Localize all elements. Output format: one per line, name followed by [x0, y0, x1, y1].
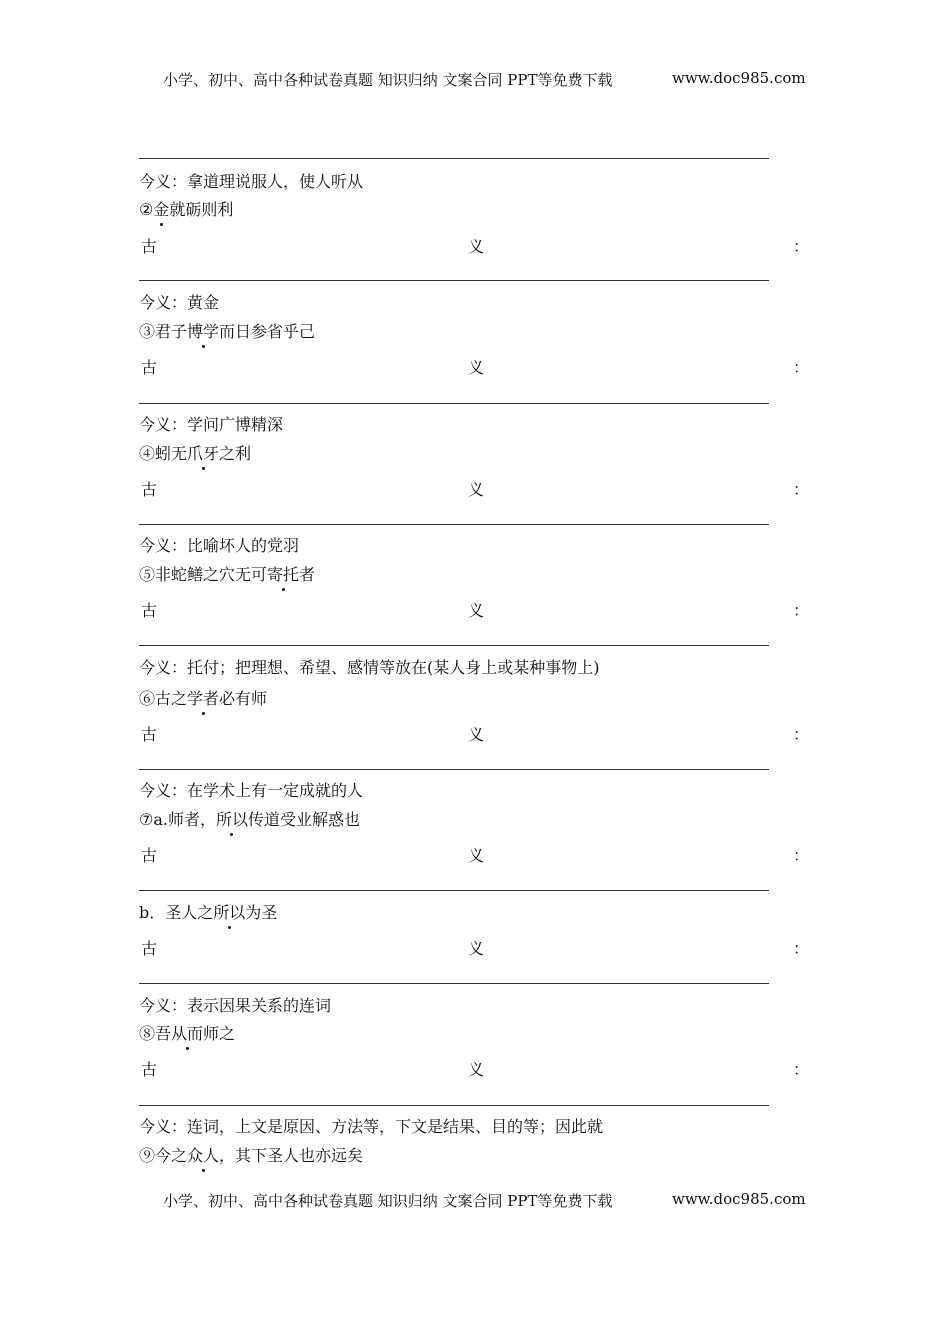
gu-yi-row[interactable]: 古 义 ： — [141, 939, 810, 958]
answer-line — [139, 1105, 769, 1106]
header-text: 小学、初中、高中各种试卷真题 知识归纳 文案合同 PPT等免费下载 — [163, 71, 613, 89]
jinyi-text: 今义：学问广博精深 — [139, 415, 284, 434]
footer-text: 小学、初中、高中各种试卷真题 知识归纳 文案合同 PPT等免费下载 — [163, 1192, 613, 1210]
question-item: ②金就砺则利 — [139, 200, 234, 219]
jinyi-text: 今义：在学术上有一定成就的人 — [139, 781, 364, 800]
answer-line — [139, 890, 769, 891]
page-footer — [163, 1190, 806, 1211]
answer-line — [139, 769, 769, 770]
answer-line — [139, 645, 769, 646]
answer-line — [139, 403, 769, 404]
gu-yi-row[interactable]: 古 义 ： — [141, 846, 810, 865]
footer-site[interactable]: www.doc985.com — [672, 1190, 806, 1208]
jinyi-text: 今义：拿道理说服人，使人听从 — [139, 172, 364, 191]
answer-line — [139, 280, 769, 281]
question-item: ⑨今之众人，其下圣人也亦远矣 — [139, 1146, 364, 1165]
answer-line — [139, 524, 769, 525]
jinyi-text: 今义：黄金 — [139, 293, 220, 312]
jinyi-text: 今义：比喻坏人的党羽 — [139, 536, 300, 555]
jinyi-text: 今义：表示因果关系的连词 — [139, 996, 332, 1015]
gu-yi-row[interactable]: 古 义 ： — [141, 1060, 810, 1079]
gu-yi-row[interactable]: 古 义 ： — [141, 237, 810, 256]
answer-line — [139, 983, 769, 984]
jinyi-text: 今义：托付；把理想、希望、感情等放在(某人身上或某种事物上) — [139, 658, 600, 677]
question-item: ③君子博学而日参省乎己 — [139, 322, 316, 341]
question-item: b．圣人之所以为圣 — [139, 903, 278, 922]
header-site[interactable]: www.doc985.com — [672, 69, 806, 87]
gu-yi-row[interactable]: 古 义 ： — [141, 601, 810, 620]
question-item: ⑧吾从而师之 — [139, 1024, 236, 1043]
page-header — [163, 69, 806, 90]
question-item: ⑥古之学者必有师 — [139, 689, 268, 708]
jinyi-text: 今义：连词，上文是原因、方法等，下文是结果、目的等；因此就 — [139, 1117, 604, 1136]
gu-yi-row[interactable]: 古 义 ： — [141, 480, 810, 499]
answer-line — [139, 158, 769, 159]
question-item: ④蚓无爪牙之利 — [139, 444, 252, 463]
question-item: ⑦a.师者，所以传道受业解惑也 — [139, 810, 361, 829]
gu-yi-row[interactable]: 古 义 ： — [141, 725, 810, 744]
gu-yi-row[interactable]: 古 义 ： — [141, 358, 810, 377]
question-item: ⑤非蛇鳝之穴无可寄托者 — [139, 565, 316, 584]
